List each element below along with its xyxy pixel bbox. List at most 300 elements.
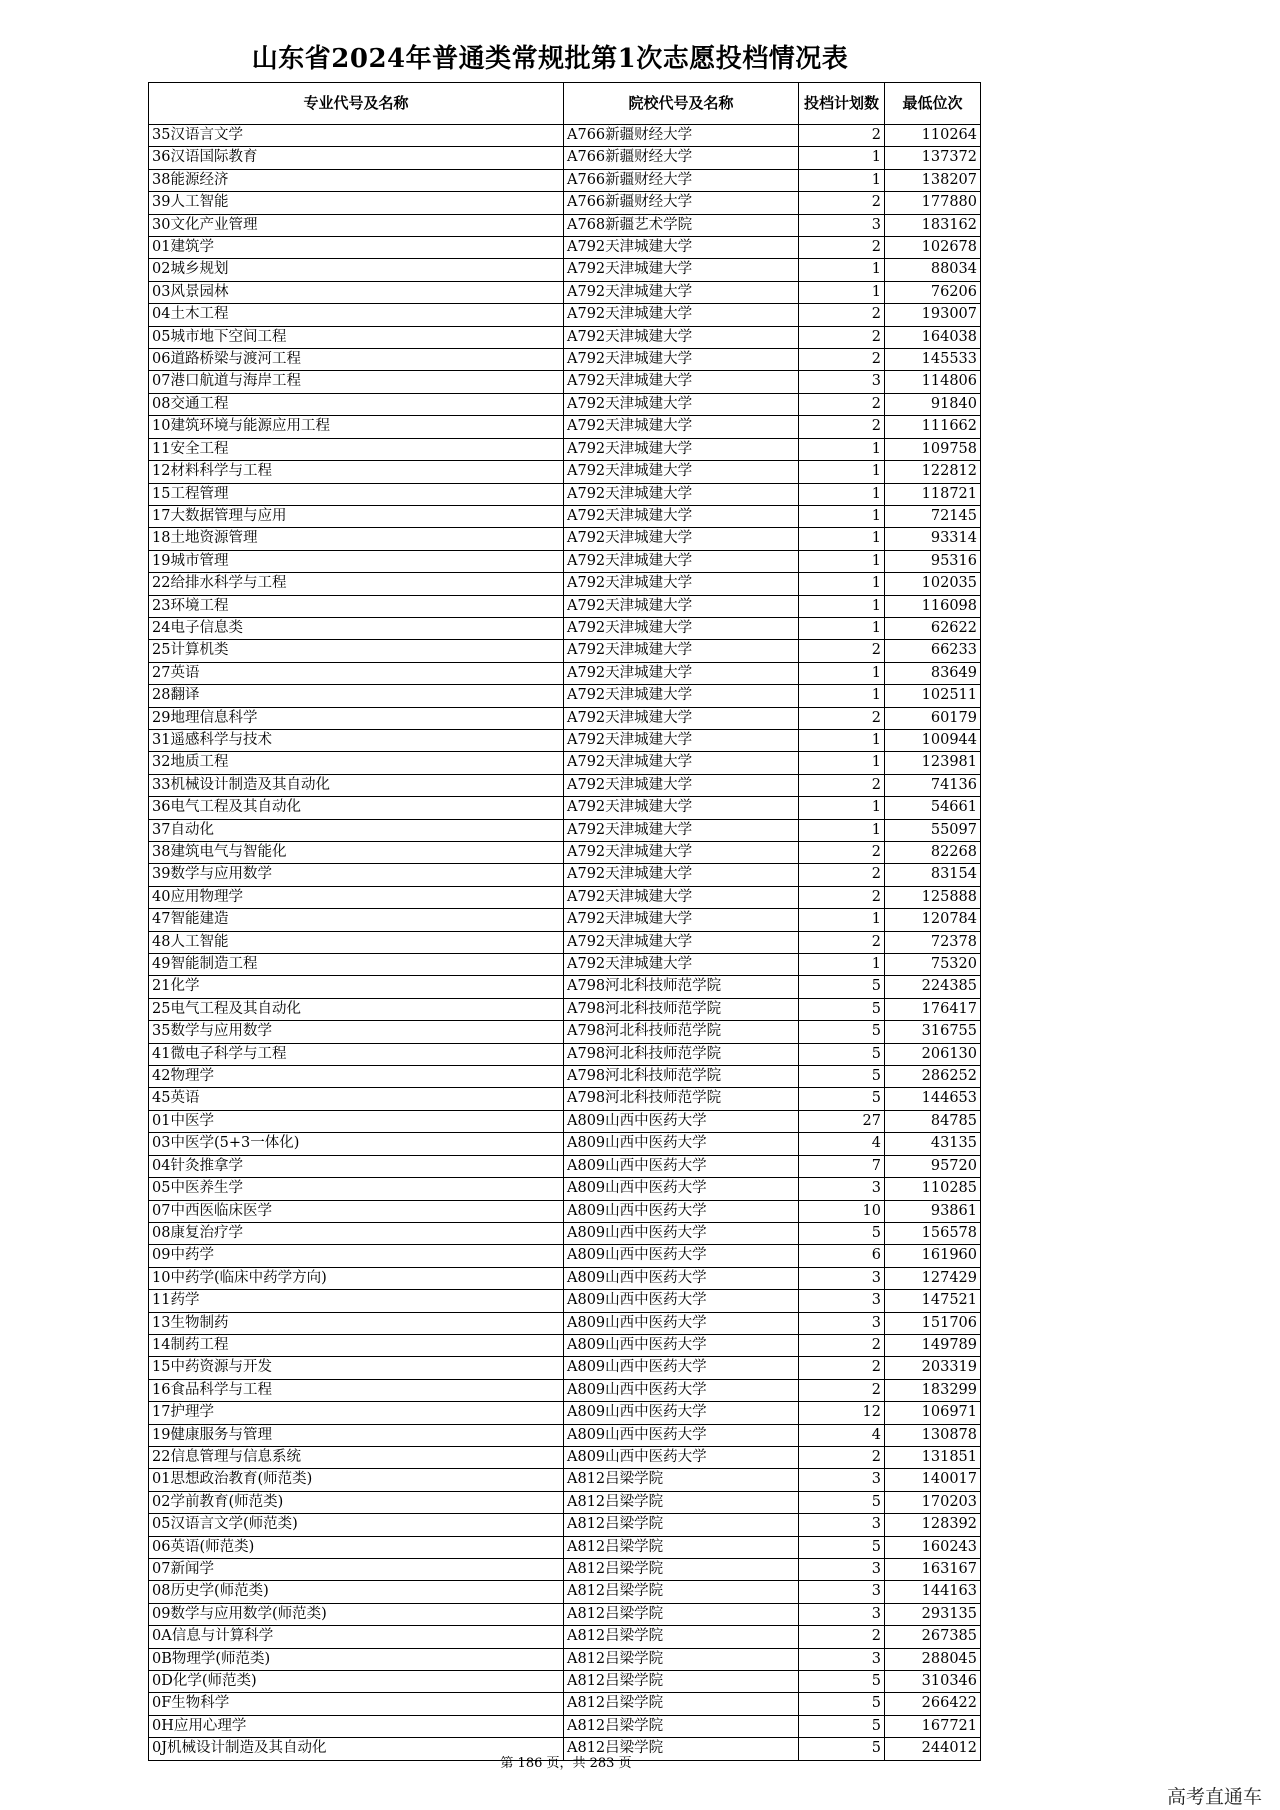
- table-row: [149, 304, 981, 326]
- plan-count-cell: 5: [799, 1222, 885, 1244]
- school-cell: A812吕梁学院: [564, 1491, 799, 1513]
- major-cell: 06英语(师范类): [149, 1536, 564, 1558]
- table-row: [149, 416, 981, 438]
- table-row: [149, 505, 981, 527]
- table-row: [149, 483, 981, 505]
- school-cell: A792天津城建大学: [564, 573, 799, 595]
- major-cell: 30文化产业管理: [149, 214, 564, 236]
- school-cell: A798河北科技师范学院: [564, 1021, 799, 1043]
- major-cell: 09中药学: [149, 1245, 564, 1267]
- major-cell: 25计算机类: [149, 640, 564, 662]
- table-row: [149, 1245, 981, 1267]
- min-rank-cell: 176417: [885, 998, 981, 1020]
- school-cell: A812吕梁学院: [564, 1536, 799, 1558]
- school-cell: A792天津城建大学: [564, 349, 799, 371]
- table-row: [149, 595, 981, 617]
- min-rank-cell: 82268: [885, 842, 981, 864]
- table-row: [149, 147, 981, 169]
- table-header-row: [149, 83, 981, 125]
- table-row: [149, 1603, 981, 1625]
- plan-count-cell: 2: [799, 125, 885, 147]
- min-rank-cell: 60179: [885, 707, 981, 729]
- plan-count-cell: 1: [799, 259, 885, 281]
- plan-count-cell: 1: [799, 797, 885, 819]
- min-rank-cell: 156578: [885, 1222, 981, 1244]
- major-cell: 37自动化: [149, 819, 564, 841]
- school-cell: A792天津城建大学: [564, 595, 799, 617]
- major-cell: 17大数据管理与应用: [149, 505, 564, 527]
- table-row: [149, 326, 981, 348]
- plan-count-cell: 5: [799, 1715, 885, 1737]
- plan-count-cell: 6: [799, 1245, 885, 1267]
- table-row: [149, 909, 981, 931]
- plan-count-cell: 2: [799, 237, 885, 259]
- plan-count-cell: 3: [799, 1603, 885, 1625]
- plan-count-cell: 2: [799, 326, 885, 348]
- plan-count-cell: 7: [799, 1155, 885, 1177]
- school-cell: A809山西中医药大学: [564, 1334, 799, 1356]
- table-row: [149, 1021, 981, 1043]
- plan-count-cell: 1: [799, 438, 885, 460]
- table-row: [149, 528, 981, 550]
- min-rank-cell: 203319: [885, 1357, 981, 1379]
- major-cell: 05中医养生学: [149, 1178, 564, 1200]
- plan-count-cell: 1: [799, 954, 885, 976]
- table-row: [149, 707, 981, 729]
- table-row: [149, 1357, 981, 1379]
- school-cell: A792天津城建大学: [564, 931, 799, 953]
- plan-count-cell: 1: [799, 595, 885, 617]
- plan-count-cell: 1: [799, 685, 885, 707]
- plan-count-cell: 5: [799, 1088, 885, 1110]
- school-cell: A798河北科技师范学院: [564, 1066, 799, 1088]
- watermark: 高考直通车: [1166, 1786, 1262, 1808]
- table-row: [149, 550, 981, 572]
- plan-count-cell: 1: [799, 550, 885, 572]
- header-major: 专业代号及名称: [149, 83, 564, 125]
- major-cell: 0H应用心理学: [149, 1715, 564, 1737]
- school-cell: A809山西中医药大学: [564, 1267, 799, 1289]
- school-cell: A792天津城建大学: [564, 371, 799, 393]
- plan-count-cell: 1: [799, 617, 885, 639]
- major-cell: 07新闻学: [149, 1559, 564, 1581]
- min-rank-cell: 163167: [885, 1559, 981, 1581]
- school-cell: A812吕梁学院: [564, 1671, 799, 1693]
- school-cell: A809山西中医药大学: [564, 1402, 799, 1424]
- plan-count-cell: 2: [799, 1334, 885, 1356]
- table-row: [149, 1178, 981, 1200]
- school-cell: A792天津城建大学: [564, 752, 799, 774]
- plan-count-cell: 2: [799, 416, 885, 438]
- min-rank-cell: 62622: [885, 617, 981, 639]
- school-cell: A812吕梁学院: [564, 1738, 799, 1760]
- major-cell: 36汉语国际教育: [149, 147, 564, 169]
- plan-count-cell: 1: [799, 528, 885, 550]
- school-cell: A792天津城建大学: [564, 259, 799, 281]
- table-row: [149, 1693, 981, 1715]
- plan-count-cell: 5: [799, 1066, 885, 1088]
- header-plan-count: 投档计划数: [799, 83, 885, 125]
- table-row: [149, 1290, 981, 1312]
- page-number: 第 186 页，共 283 页: [500, 1756, 632, 1771]
- min-rank-cell: 91840: [885, 393, 981, 415]
- min-rank-cell: 84785: [885, 1110, 981, 1132]
- major-cell: 07中西医临床医学: [149, 1200, 564, 1222]
- major-cell: 03风景园林: [149, 281, 564, 303]
- table-row: [149, 1514, 981, 1536]
- major-cell: 06道路桥梁与渡河工程: [149, 349, 564, 371]
- school-cell: A812吕梁学院: [564, 1514, 799, 1536]
- major-cell: 01思想政治教育(师范类): [149, 1469, 564, 1491]
- school-cell: A798河北科技师范学院: [564, 976, 799, 998]
- min-rank-cell: 145533: [885, 349, 981, 371]
- major-cell: 10中药学(临床中药学方向): [149, 1267, 564, 1289]
- major-cell: 47智能建造: [149, 909, 564, 931]
- plan-count-cell: 3: [799, 1267, 885, 1289]
- school-cell: A792天津城建大学: [564, 393, 799, 415]
- min-rank-cell: 140017: [885, 1469, 981, 1491]
- min-rank-cell: 144653: [885, 1088, 981, 1110]
- plan-count-cell: 2: [799, 393, 885, 415]
- min-rank-cell: 93861: [885, 1200, 981, 1222]
- table-row: [149, 1469, 981, 1491]
- table-row: [149, 1559, 981, 1581]
- min-rank-cell: 120784: [885, 909, 981, 931]
- school-cell: A792天津城建大学: [564, 797, 799, 819]
- major-cell: 49智能制造工程: [149, 954, 564, 976]
- table-row: [149, 1581, 981, 1603]
- major-cell: 11药学: [149, 1290, 564, 1312]
- min-rank-cell: 137372: [885, 147, 981, 169]
- min-rank-cell: 131851: [885, 1446, 981, 1468]
- major-cell: 02学前教育(师范类): [149, 1491, 564, 1513]
- plan-count-cell: 5: [799, 1491, 885, 1513]
- major-cell: 32地质工程: [149, 752, 564, 774]
- table-row: [149, 349, 981, 371]
- min-rank-cell: 138207: [885, 169, 981, 191]
- major-cell: 12材料科学与工程: [149, 461, 564, 483]
- header-school: 院校代号及名称: [564, 83, 799, 125]
- plan-count-cell: 2: [799, 864, 885, 886]
- plan-count-cell: 5: [799, 1021, 885, 1043]
- major-cell: 38能源经济: [149, 169, 564, 191]
- min-rank-cell: 102035: [885, 573, 981, 595]
- table-row: [149, 393, 981, 415]
- plan-count-cell: 3: [799, 1581, 885, 1603]
- school-cell: A766新疆财经大学: [564, 125, 799, 147]
- min-rank-cell: 88034: [885, 259, 981, 281]
- table-row: [149, 1110, 981, 1132]
- school-cell: A792天津城建大学: [564, 326, 799, 348]
- school-cell: A809山西中医药大学: [564, 1446, 799, 1468]
- major-cell: 40应用物理学: [149, 886, 564, 908]
- plan-count-cell: 5: [799, 998, 885, 1020]
- major-cell: 17护理学: [149, 1402, 564, 1424]
- table-row: [149, 1379, 981, 1401]
- table-row: [149, 214, 981, 236]
- min-rank-cell: 118721: [885, 483, 981, 505]
- table-row: [149, 371, 981, 393]
- school-cell: A792天津城建大学: [564, 416, 799, 438]
- table-row: [149, 954, 981, 976]
- school-cell: A792天津城建大学: [564, 304, 799, 326]
- min-rank-cell: 116098: [885, 595, 981, 617]
- plan-count-cell: 1: [799, 505, 885, 527]
- min-rank-cell: 83649: [885, 662, 981, 684]
- plan-count-cell: 1: [799, 752, 885, 774]
- plan-count-cell: 1: [799, 147, 885, 169]
- plan-count-cell: 1: [799, 573, 885, 595]
- min-rank-cell: 72145: [885, 505, 981, 527]
- major-cell: 15工程管理: [149, 483, 564, 505]
- school-cell: A792天津城建大学: [564, 864, 799, 886]
- major-cell: 01中医学: [149, 1110, 564, 1132]
- major-cell: 45英语: [149, 1088, 564, 1110]
- table-row: [149, 864, 981, 886]
- min-rank-cell: 54661: [885, 797, 981, 819]
- school-cell: A809山西中医药大学: [564, 1312, 799, 1334]
- plan-count-cell: 5: [799, 1043, 885, 1065]
- major-cell: 19城市管理: [149, 550, 564, 572]
- table-row: [149, 192, 981, 214]
- table-row: [149, 1491, 981, 1513]
- major-cell: 05汉语言文学(师范类): [149, 1514, 564, 1536]
- major-cell: 33机械设计制造及其自动化: [149, 774, 564, 796]
- school-cell: A809山西中医药大学: [564, 1133, 799, 1155]
- major-cell: 05城市地下空间工程: [149, 326, 564, 348]
- major-cell: 08交通工程: [149, 393, 564, 415]
- table-row: [149, 752, 981, 774]
- admission-table: [148, 82, 981, 1761]
- table-row: [149, 1626, 981, 1648]
- min-rank-cell: 316755: [885, 1021, 981, 1043]
- table-row: [149, 1715, 981, 1737]
- table-row: [149, 797, 981, 819]
- plan-count-cell: 3: [799, 1312, 885, 1334]
- min-rank-cell: 125888: [885, 886, 981, 908]
- table-row: [149, 1446, 981, 1468]
- plan-count-cell: 5: [799, 1693, 885, 1715]
- min-rank-cell: 110264: [885, 125, 981, 147]
- major-cell: 41微电子科学与工程: [149, 1043, 564, 1065]
- plan-count-cell: 4: [799, 1424, 885, 1446]
- table-row: [149, 1536, 981, 1558]
- plan-count-cell: 2: [799, 640, 885, 662]
- table-row: [149, 1402, 981, 1424]
- min-rank-cell: 95720: [885, 1155, 981, 1177]
- table-row: [149, 438, 981, 460]
- table-row: [149, 662, 981, 684]
- school-cell: A792天津城建大学: [564, 774, 799, 796]
- table-row: [149, 1267, 981, 1289]
- table-row: [149, 685, 981, 707]
- table-row: [149, 259, 981, 281]
- plan-count-cell: 5: [799, 1671, 885, 1693]
- min-rank-cell: 310346: [885, 1671, 981, 1693]
- table-row: [149, 1066, 981, 1088]
- min-rank-cell: 76206: [885, 281, 981, 303]
- plan-count-cell: 3: [799, 1559, 885, 1581]
- major-cell: 27英语: [149, 662, 564, 684]
- school-cell: A768新疆艺术学院: [564, 214, 799, 236]
- plan-count-cell: 4: [799, 1133, 885, 1155]
- major-cell: 04土木工程: [149, 304, 564, 326]
- school-cell: A792天津城建大学: [564, 729, 799, 751]
- plan-count-cell: 2: [799, 1379, 885, 1401]
- major-cell: 31遥感科学与技术: [149, 729, 564, 751]
- major-cell: 11安全工程: [149, 438, 564, 460]
- min-rank-cell: 55097: [885, 819, 981, 841]
- table-row: [149, 1334, 981, 1356]
- min-rank-cell: 123981: [885, 752, 981, 774]
- school-cell: A792天津城建大学: [564, 842, 799, 864]
- major-cell: 15中药资源与开发: [149, 1357, 564, 1379]
- table-row: [149, 573, 981, 595]
- min-rank-cell: 93314: [885, 528, 981, 550]
- min-rank-cell: 224385: [885, 976, 981, 998]
- school-cell: A812吕梁学院: [564, 1715, 799, 1737]
- school-cell: A766新疆财经大学: [564, 169, 799, 191]
- plan-count-cell: 1: [799, 909, 885, 931]
- min-rank-cell: 74136: [885, 774, 981, 796]
- major-cell: 42物理学: [149, 1066, 564, 1088]
- major-cell: 07港口航道与海岸工程: [149, 371, 564, 393]
- school-cell: A809山西中医药大学: [564, 1357, 799, 1379]
- min-rank-cell: 144163: [885, 1581, 981, 1603]
- school-cell: A792天津城建大学: [564, 685, 799, 707]
- plan-count-cell: 2: [799, 349, 885, 371]
- school-cell: A792天津城建大学: [564, 505, 799, 527]
- major-cell: 0J机械设计制造及其自动化: [149, 1738, 564, 1760]
- school-cell: A812吕梁学院: [564, 1559, 799, 1581]
- major-cell: 38建筑电气与智能化: [149, 842, 564, 864]
- school-cell: A809山西中医药大学: [564, 1290, 799, 1312]
- table-row: [149, 169, 981, 191]
- min-rank-cell: 266422: [885, 1693, 981, 1715]
- major-cell: 22信息管理与信息系统: [149, 1446, 564, 1468]
- table-row: [149, 976, 981, 998]
- school-cell: A792天津城建大学: [564, 819, 799, 841]
- school-cell: A809山西中医药大学: [564, 1200, 799, 1222]
- plan-count-cell: 3: [799, 371, 885, 393]
- major-cell: 29地理信息科学: [149, 707, 564, 729]
- table-row: [149, 617, 981, 639]
- table-row: [149, 461, 981, 483]
- major-cell: 14制药工程: [149, 1334, 564, 1356]
- plan-count-cell: 5: [799, 1738, 885, 1760]
- table-row: [149, 1088, 981, 1110]
- major-cell: 0F生物科学: [149, 1693, 564, 1715]
- school-cell: A809山西中医药大学: [564, 1178, 799, 1200]
- min-rank-cell: 95316: [885, 550, 981, 572]
- table-row: [149, 1043, 981, 1065]
- min-rank-cell: 193007: [885, 304, 981, 326]
- major-cell: 35数学与应用数学: [149, 1021, 564, 1043]
- min-rank-cell: 128392: [885, 1514, 981, 1536]
- plan-count-cell: 2: [799, 886, 885, 908]
- school-cell: A792天津城建大学: [564, 662, 799, 684]
- table-row: [149, 729, 981, 751]
- school-cell: A798河北科技师范学院: [564, 1088, 799, 1110]
- school-cell: A792天津城建大学: [564, 483, 799, 505]
- plan-count-cell: 3: [799, 1469, 885, 1491]
- min-rank-cell: 122812: [885, 461, 981, 483]
- table-row: [149, 1133, 981, 1155]
- table-row: [149, 819, 981, 841]
- school-cell: A792天津城建大学: [564, 281, 799, 303]
- min-rank-cell: 267385: [885, 1626, 981, 1648]
- school-cell: A809山西中医药大学: [564, 1222, 799, 1244]
- table-row: [149, 125, 981, 147]
- min-rank-cell: 72378: [885, 931, 981, 953]
- school-cell: A809山西中医药大学: [564, 1245, 799, 1267]
- table-row: [149, 1312, 981, 1334]
- school-cell: A792天津城建大学: [564, 886, 799, 908]
- table-row: [149, 1222, 981, 1244]
- min-rank-cell: 127429: [885, 1267, 981, 1289]
- major-cell: 0A信息与计算科学: [149, 1626, 564, 1648]
- major-cell: 35汉语言文学: [149, 125, 564, 147]
- min-rank-cell: 100944: [885, 729, 981, 751]
- plan-count-cell: 3: [799, 1514, 885, 1536]
- major-cell: 03中医学(5+3一体化): [149, 1133, 564, 1155]
- major-cell: 23环境工程: [149, 595, 564, 617]
- major-cell: 04针灸推拿学: [149, 1155, 564, 1177]
- table-row: [149, 886, 981, 908]
- min-rank-cell: 206130: [885, 1043, 981, 1065]
- plan-count-cell: 3: [799, 1648, 885, 1670]
- major-cell: 08康复治疗学: [149, 1222, 564, 1244]
- min-rank-cell: 286252: [885, 1066, 981, 1088]
- min-rank-cell: 110285: [885, 1178, 981, 1200]
- major-cell: 0B物理学(师范类): [149, 1648, 564, 1670]
- school-cell: A798河北科技师范学院: [564, 998, 799, 1020]
- table-row: [149, 1648, 981, 1670]
- min-rank-cell: 151706: [885, 1312, 981, 1334]
- min-rank-cell: 109758: [885, 438, 981, 460]
- min-rank-cell: 43135: [885, 1133, 981, 1155]
- school-cell: A798河北科技师范学院: [564, 1043, 799, 1065]
- major-cell: 36电气工程及其自动化: [149, 797, 564, 819]
- table-row: [149, 1671, 981, 1693]
- school-cell: A812吕梁学院: [564, 1626, 799, 1648]
- table-body: [149, 125, 981, 1761]
- school-cell: A792天津城建大学: [564, 438, 799, 460]
- plan-count-cell: 10: [799, 1200, 885, 1222]
- major-cell: 39数学与应用数学: [149, 864, 564, 886]
- major-cell: 13生物制药: [149, 1312, 564, 1334]
- plan-count-cell: 2: [799, 1357, 885, 1379]
- min-rank-cell: 130878: [885, 1424, 981, 1446]
- min-rank-cell: 183299: [885, 1379, 981, 1401]
- table-row: [149, 774, 981, 796]
- table-row: [149, 931, 981, 953]
- major-cell: 16食品科学与工程: [149, 1379, 564, 1401]
- school-cell: A792天津城建大学: [564, 550, 799, 572]
- plan-count-cell: 2: [799, 931, 885, 953]
- major-cell: 48人工智能: [149, 931, 564, 953]
- plan-count-cell: 1: [799, 169, 885, 191]
- plan-count-cell: 2: [799, 842, 885, 864]
- min-rank-cell: 106971: [885, 1402, 981, 1424]
- min-rank-cell: 83154: [885, 864, 981, 886]
- table-row: [149, 237, 981, 259]
- major-cell: 18土地资源管理: [149, 528, 564, 550]
- table-row: [149, 998, 981, 1020]
- school-cell: A792天津城建大学: [564, 954, 799, 976]
- school-cell: A792天津城建大学: [564, 909, 799, 931]
- major-cell: 08历史学(师范类): [149, 1581, 564, 1603]
